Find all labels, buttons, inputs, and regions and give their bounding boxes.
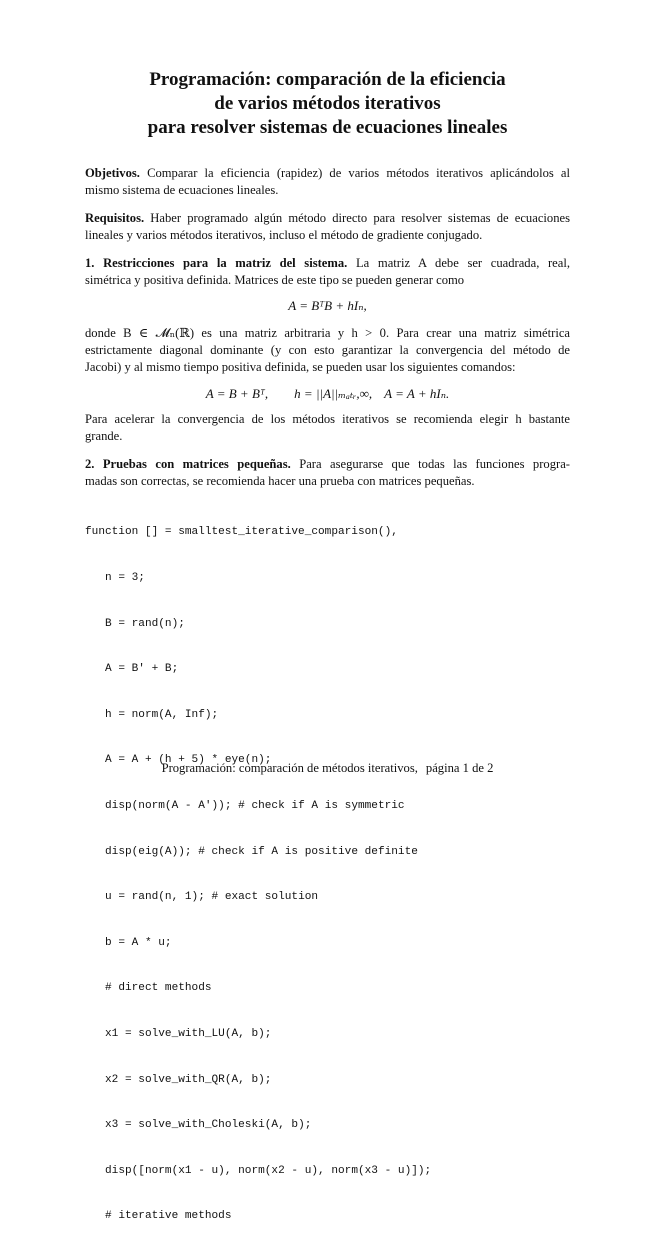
code-line: n = 3;	[105, 572, 145, 584]
objetivos-text-1: Comparar la eficiencia (rapidez) de varios métodos iterativos aplicándolos al	[147, 166, 570, 180]
code-line: # iterative methods	[105, 1210, 232, 1223]
requisitos-label: Requisitos.	[85, 211, 145, 225]
title-line-1: Programación: comparación de la eficiencia	[149, 69, 506, 90]
equation-diagonal-dominant	[85, 385, 570, 402]
objetivos-paragraph	[85, 165, 570, 199]
objetivos-label: Objetivos.	[85, 166, 140, 180]
equation-2c: A = A + hIₙ.	[384, 386, 450, 401]
section-1-text-1: La matriz A debe ser cuadrada, real,	[355, 256, 570, 270]
para2-line-2: estrictamente diagonal dominante (y con esto garantizar la convergencia del método de	[85, 343, 570, 357]
page-footer	[0, 760, 655, 777]
objetivos-line-1	[85, 165, 570, 182]
code-line: b = A * u;	[105, 936, 172, 949]
section-1-heading: 1. Restricciones para la matriz del sistema.	[85, 256, 348, 270]
section-1-line-1	[85, 255, 570, 272]
equation-matrix-generation	[85, 297, 570, 314]
requisitos-paragraph	[85, 210, 570, 244]
para3-line-1: Para acelerar la convergencia de los métodos iterativos se recomienda elegir h bastante	[85, 412, 570, 426]
section-1-paragraph-3	[85, 411, 570, 445]
code-line: function [] = smalltest_iterative_comparison(),	[85, 526, 398, 539]
requisitos-text-1: Haber programado algún método directo para resolver sistemas de ecuaciones	[150, 211, 570, 225]
section-2-paragraph	[85, 456, 570, 490]
code-line: x1 = solve_with_LU(A, b);	[105, 1027, 272, 1040]
requisitos-line-2: lineales y varios métodos iterativos, incluso el método de gradiente conjugado.	[85, 228, 483, 242]
code-line: A = A + (h + 5) * eye(n);	[105, 754, 272, 767]
equation-2b: h = ||A||ₘₐₜᵣ,∞,	[294, 386, 373, 401]
equation-1: A = BᵀB + hIₙ,	[288, 298, 367, 313]
equation-2a: A = B + Bᵀ,	[205, 386, 269, 401]
code-listing	[85, 495, 575, 1255]
section-1-paragraph	[85, 255, 570, 289]
para2-line-1: donde B ∈ 𝓜ₙ(ℝ) es una matriz arbitraria y h > 0. Para crear una matriz simétrica	[85, 326, 570, 340]
section-1-line-2: simétrica y positiva definida. Matrices de este tipo se pueden generar como	[85, 273, 465, 287]
code-line: disp([norm(x1 - u), norm(x2 - u), norm(x3 - u)]);	[105, 1164, 432, 1177]
title-line-3: para resolver sistemas de ecuaciones lineales	[147, 117, 508, 138]
para3-line-2: grande.	[85, 429, 123, 443]
code-line: x3 = solve_with_Choleski(A, b);	[105, 1119, 312, 1132]
section-1-paragraph-2	[85, 325, 570, 376]
requisitos-line-1	[85, 210, 570, 227]
code-line: # direct methods	[105, 982, 212, 995]
code-line: u = rand(n, 1); # exact solution	[105, 891, 319, 904]
document-title	[60, 68, 595, 140]
section-2-text-1: Para asegurarse que todas las funciones progra-	[299, 457, 570, 471]
section-2-line-2: madas son correctas, se recomienda hacer una prueba con matrices pequeñas.	[85, 474, 475, 488]
para2-line-3: Jacobi) y al mismo tiempo positiva definida, se pueden usar los siguientes comandos:	[85, 360, 516, 374]
section-2-line-1	[85, 456, 570, 473]
section-2-heading: 2. Pruebas con matrices pequeñas.	[85, 457, 291, 471]
code-line: B = rand(n);	[105, 617, 185, 630]
objetivos-line-2: mismo sistema de ecuaciones lineales.	[85, 183, 279, 197]
title-line-2: de varios métodos iterativos	[214, 93, 441, 114]
code-line: h = norm(A, Inf);	[105, 708, 219, 721]
footer-title: Programación: comparación de métodos iterativos,	[161, 761, 418, 775]
code-line: disp(norm(A - A')); # check if A is symmetric	[105, 799, 405, 812]
code-line: x2 = solve_with_QR(A, b);	[105, 1073, 272, 1086]
code-line: disp(eig(A)); # check if A is positive definite	[105, 845, 418, 858]
code-line: A = B' + B;	[105, 663, 179, 676]
footer-page-number: página 1 de 2	[425, 761, 494, 775]
